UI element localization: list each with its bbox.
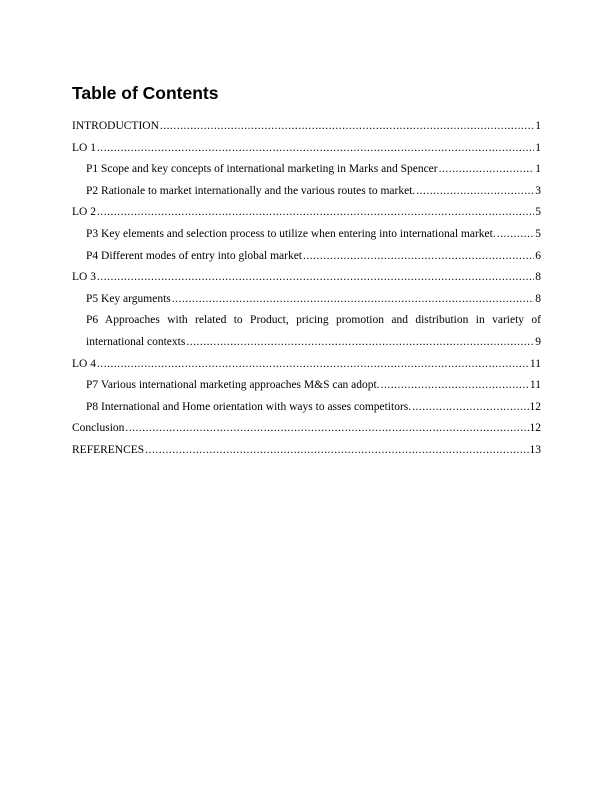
toc-page-number: 8: [535, 292, 541, 305]
toc-dot-leader: [145, 440, 528, 462]
toc-entry-text: P8 International and Home orientation with ways to asses competitors.: [86, 400, 412, 413]
toc-dot-leader: [160, 116, 534, 138]
toc-page-number: 1: [535, 120, 541, 132]
toc-entry-text: LO 3: [72, 271, 96, 284]
toc-page-number: 5: [535, 227, 541, 240]
toc-entry-lo3[interactable]: [72, 267, 541, 289]
toc-page-number: 11: [529, 379, 541, 392]
toc-dot-leader: [497, 224, 535, 246]
toc-entry-text: P7 Various international marketing approaches M&S can adopt.: [86, 379, 380, 392]
toc-entry-lo1[interactable]: [72, 138, 541, 160]
toc-page-number: 1: [535, 141, 541, 154]
toc-entry-text: P4 Different modes of entry into global market: [86, 249, 303, 262]
toc-entry-text-line1: P6 Approaches with related to Product, pricing promotion and distribution in variety of: [86, 314, 541, 327]
toc-dot-leader: [172, 289, 534, 311]
toc-dot-leader: [125, 418, 528, 440]
toc-entry-p6[interactable]: [72, 310, 541, 353]
toc-dot-leader: [97, 202, 534, 224]
toc-dot-leader: [416, 181, 534, 203]
toc-entry-text: P3 Key elements and selection process to utilize when entering into international market.: [86, 227, 496, 240]
toc-page-number: 3: [535, 184, 541, 197]
toc-page-number: 8: [535, 271, 541, 284]
toc-entry-p7[interactable]: [72, 375, 541, 397]
toc-page-number: 12: [529, 400, 541, 413]
toc-dot-leader: [381, 375, 529, 397]
toc-entry-p3[interactable]: [72, 224, 541, 246]
toc-page-number: 9: [535, 335, 541, 348]
toc-page-number: 11: [529, 357, 541, 370]
toc-dot-leader: [97, 354, 529, 376]
toc-entry-text: P2 Rationale to market internationally and the various routes to market.: [86, 184, 416, 197]
toc-entry-p2[interactable]: [72, 181, 541, 203]
toc-entry-text: Conclusion: [72, 422, 125, 435]
toc-entry-references[interactable]: [72, 440, 541, 462]
toc-entry-text-line2: international contexts: [86, 335, 186, 348]
toc-entry-p8[interactable]: [72, 397, 541, 419]
toc-entry-p1[interactable]: [72, 159, 541, 181]
toc-dot-leader: [412, 397, 528, 419]
toc-dot-leader: [439, 159, 535, 181]
toc-entry-text: LO 4: [72, 357, 96, 370]
toc-entry-text: P5 Key arguments: [86, 292, 171, 305]
toc-entry-lo4[interactable]: [72, 354, 541, 376]
toc-entry-p5[interactable]: [72, 289, 541, 311]
toc-entry-lo2[interactable]: [72, 202, 541, 224]
toc-entry-conclusion[interactable]: [72, 418, 541, 440]
toc-entry-text: INTRODUCTION: [72, 120, 159, 132]
document-page: [72, 82, 541, 462]
toc-dot-leader: [97, 267, 534, 289]
toc-dot-leader: [97, 138, 534, 160]
toc-page-number: 1: [535, 163, 541, 176]
toc-page-number: 12: [529, 422, 541, 435]
toc-entry-line2: [72, 332, 541, 354]
toc-entry-text: P1 Scope and key concepts of international marketing in Marks and Spencer: [86, 163, 438, 176]
toc-dot-leader: [186, 332, 534, 354]
toc-page-number: 6: [535, 249, 541, 262]
toc-entry-text: REFERENCES: [72, 443, 145, 456]
toc-entry-text: LO 1: [72, 141, 96, 154]
toc-entry-introduction[interactable]: [72, 116, 541, 138]
toc-entry-text: LO 2: [72, 206, 96, 219]
toc-page-number: 5: [535, 206, 541, 219]
toc-list: [72, 116, 541, 462]
toc-entry-p4[interactable]: [72, 246, 541, 268]
toc-title: Table of Contents: [72, 83, 219, 103]
toc-page-number: 13: [529, 443, 541, 456]
toc-dot-leader: [303, 246, 534, 268]
